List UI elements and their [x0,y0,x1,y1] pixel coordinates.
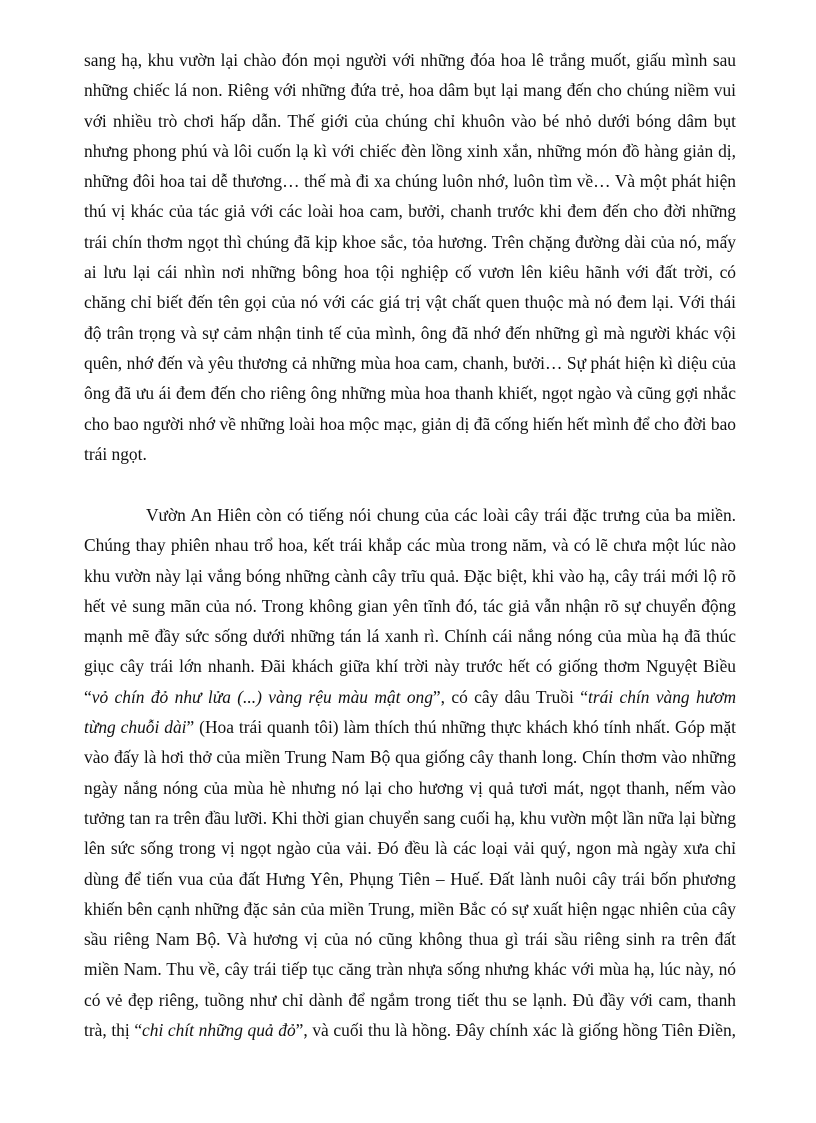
text-line: ai lưu lại cái nhìn nơi những bông hoa tội nghiệp cố vươn lên kiêu hãnh với đất trời, có [84,262,736,283]
quoted-text: trái chín vàng hươm [587,686,737,707]
quoted-text: vỏ chín đỏ như lửa (...) vàng rệu màu mật ong [91,686,433,707]
text-line: sang hạ, khu vườn lại chào đón mọi người với những đóa hoa lê trắng muốt, giấu mình sau [84,50,736,70]
text-run: trà, thị “ [84,1020,143,1041]
text-line: miền Nam. Thu về, cây trái tiếp tục căng tràn nhựa sống nhưng khác với mùa hạ, lúc này, nó [84,959,736,980]
text-line: lên sức sống trong vị ngọt ngào của vải. Đó đều là các loại vải quý, ngon mà ngày xưa chỉ [84,838,736,859]
text-line: hết vẻ sung mãn của nó. Trong không gian yên tĩnh đó, tác giả vẫn nhận rõ sự chuyển động [84,595,736,616]
text-line: vào đấy là hơi thở của miền Trung Nam Bộ qua giống cây thanh long. Chín thơm vào những [84,747,736,768]
quoted-text: từng chuỗi dài [84,717,187,738]
text-run: ” (Hoa trái quanh tôi) làm thích thú những thực khách khó tính nhất. Góp mặt [186,717,737,738]
text-line: dùng để tiến vua của đất Hưng Yên, Phụng Tiên – Huế. Đất lành nuôi cây trái bốn phương [84,868,736,889]
text-line: cho bao người nhớ về những loài hoa mộc mạc, giản dị đã cống hiến hết mình để cho đời bao [84,413,736,434]
text-line: trái chín thơm ngọt thì chúng đã kịp khoe sắc, tỏa hương. Trên chặng đường dài của nó, mấy [84,231,736,252]
paragraph-2 [84,500,736,1045]
text-line: khu vườn này lại vắng bóng những cành cây trĩu quả. Đặc biệt, khi vào hạ, cây trái mới lộ rõ [84,565,736,586]
text-run: ”, có cây dâu Truồi “ [432,686,588,707]
text-line: sầu riêng Nam Bộ. Và hương vị của nó cũng không thua gì trái sầu riêng sinh ra trên đất [84,929,736,950]
text-line: chăng chỉ biết đến tên gọi của nó với các giá trị vật chất quen thuộc mà nó đem lại. Với thái [84,292,736,313]
quote-mark: “ [84,686,92,707]
text-line: ngày nắng nóng của mùa hè nhưng nó lại cho hương vị quả tươi mát, ngọt thanh, nếm vào [84,777,736,798]
text-line: những đôi hoa tai dễ thương… thế mà đi xa chúng luôn nhớ, luôn tìm về… Và một phát hiện [84,171,736,192]
text-line: với nhiều trò chơi hấp dẫn. Thế giới của chúng chỉ khuôn vào bé nhỏ dưới bóng dâm bụt [84,110,736,131]
text-line: những chiếc lá non. Riêng với những đứa trẻ, hoa dâm bụt lại mang đến cho chúng niềm vui [84,80,736,101]
text-line: ông đã ưu ái đem đến cho riêng ông những mùa hoa thanh khiết, ngọt ngào và cũng gợi nhắc [84,383,736,404]
text-line: giục cây trái lớn nhanh. Đãi khách giữa khí trời này trước hết có giống thơm Nguyệt Biều [84,656,736,677]
text-run: ”, và cuối thu là hồng. Đây chính xác là giống hồng Tiên Điền, [295,1020,737,1041]
text-line: Chúng thay phiên nhau trổ hoa, kết trái khắp các mùa trong năm, và có lẽ chưa một lúc nào [84,535,736,556]
quoted-text: chi chít những quả đỏ [142,1020,296,1041]
text-line: tưởng tan ra trên đầu lưỡi. Khi thời gian chuyển sang cuối hạ, khu vườn một lần nữa lại bừng [84,807,736,828]
text-line: độ trân trọng và sự cảm nhận tinh tế của mình, ông đã nhớ đến những gì mà người khác vội [84,322,736,343]
text-line: mạnh mẽ đầy sức sống dưới những tán lá xanh rì. Chính cái nắng nóng của mùa hạ đã thúc [84,626,736,647]
text-line [84,1015,736,1045]
text-line [84,682,736,712]
text-line: Vườn An Hiên còn có tiếng nói chung của các loài cây trái đặc trưng của ba miền. [146,505,736,525]
text-line: trái ngọt. [84,443,147,464]
text-line: quên, nhớ đến và yêu thương cả những mùa hoa cam, chanh, bưởi… Sự phát hiện kì diệu của [84,352,736,373]
text-line: có vẻ đẹp riêng, tuồng như chỉ dành để ngắm trong tiết thu se lạnh. Đủ đầy với cam, thanh [84,989,736,1010]
text-line: nhưng phong phú và lôi cuốn lạ kì với chiếc đèn lồng xinh xắn, những món đồ hàng giản dị, [84,140,736,161]
paragraph-1 [84,45,736,469]
text-line: thú vị khác của tác giả với các loài hoa cam, bưởi, chanh trước khi đem đến cho đời những [84,201,736,222]
text-line [84,712,736,742]
text-line: khiến bên cạnh những đặc sản của miền Trung, miền Bắc có sự xuất hiện ngạc nhiên của cây [84,898,736,919]
